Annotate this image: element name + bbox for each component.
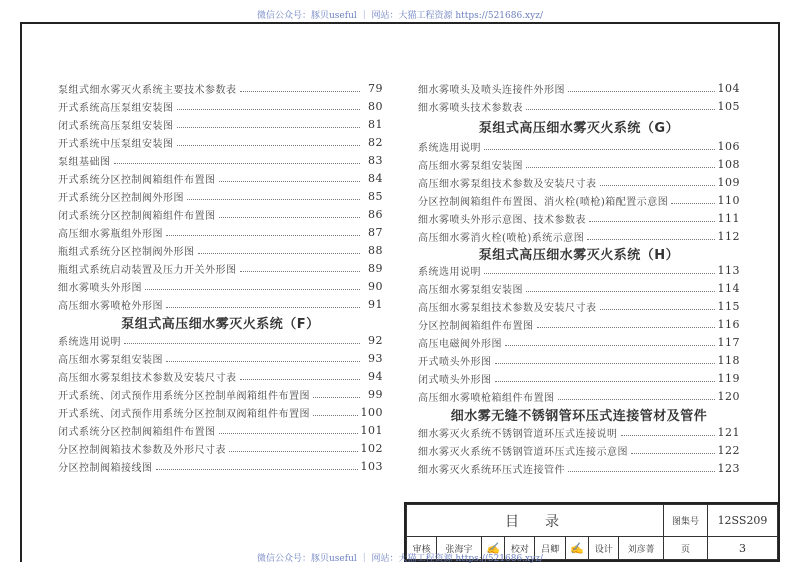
toc-entry-title: 开式系统分区控制阀箱组件布置图	[58, 174, 216, 186]
toc-left-column	[58, 79, 383, 475]
toc-entry-page: 84	[368, 171, 383, 185]
toc-entry-title: 泵组基础图	[58, 156, 111, 168]
toc-entry	[58, 169, 383, 187]
watermark-bottom: 微信公众号：豚贝useful ｜ 网站：大猫工程资源 https://521686.xyz/	[257, 554, 543, 564]
dot-leader	[177, 127, 361, 128]
toc-entry-title: 分区控制阀箱组件布置图、消火栓(喷枪)箱配置示意图	[418, 196, 669, 208]
toc-entry	[58, 277, 383, 295]
dot-leader	[166, 235, 360, 236]
atlas-label: 图集号	[664, 505, 708, 537]
toc-entry-page: 123	[717, 461, 740, 475]
toc-entry	[58, 457, 383, 475]
dot-leader	[240, 379, 361, 380]
toc-entry	[58, 385, 383, 403]
toc-entry-title: 高压电磁阀外形图	[418, 338, 502, 350]
toc-entry	[58, 349, 383, 367]
checker-name: 吕卿	[535, 537, 565, 560]
toc-entry-page: 105	[717, 99, 740, 113]
toc-entry	[418, 459, 740, 477]
dot-leader	[589, 221, 715, 222]
dot-leader	[484, 273, 715, 274]
toc-entry-title: 细水雾灭火系统环压式连接管件	[418, 464, 565, 476]
toc-entry	[418, 441, 740, 459]
toc-entry	[58, 367, 383, 385]
toc-entry-title: 开式系统高压泵组安装图	[58, 102, 174, 114]
toc-entry-title: 系统选用说明	[58, 336, 121, 348]
toc-entry	[418, 209, 740, 227]
toc-entry	[418, 191, 740, 209]
toc-entry-title: 细水雾灭火系统不锈钢管道环压式连接示意图	[418, 446, 628, 458]
toc-entry-page: 81	[368, 117, 383, 131]
toc-entry	[418, 351, 740, 369]
toc-entry-page: 110	[717, 193, 740, 207]
toc-entry-title: 高压细水雾消火栓(喷枪)系统示意图	[418, 232, 585, 244]
toc-entry-title: 细水雾灭火系统不锈钢管道环压式连接说明	[418, 428, 618, 440]
toc-entry	[58, 115, 383, 133]
dot-leader	[156, 469, 358, 470]
dot-leader	[187, 199, 360, 200]
dot-leader	[166, 307, 360, 308]
section-heading: 细水雾无缝不锈钢管环压式连接管材及管件	[450, 408, 708, 424]
toc-entry-title: 高压细水雾喷枪外形图	[58, 300, 163, 312]
toc-entry-title: 开式系统、闭式预作用系统分区控制双阀箱组件布置图	[58, 408, 310, 420]
toc-entry	[58, 205, 383, 223]
toc-entry-title: 高压细水雾泵组安装图	[418, 284, 523, 296]
toc-entry	[418, 387, 740, 405]
toc-entry-title: 高压细水雾瓶组外形图	[58, 228, 163, 240]
toc-entry	[418, 369, 740, 387]
toc-entry-page: 111	[717, 211, 740, 225]
toc-entry-page: 93	[368, 351, 383, 365]
toc-entry-page: 79	[368, 81, 383, 95]
toc-entry-page: 119	[717, 371, 740, 385]
dot-leader	[219, 217, 361, 218]
dot-leader	[587, 239, 714, 240]
dot-leader	[177, 109, 361, 110]
designer-name: 刘彦菁	[619, 537, 664, 560]
sheet-title: 目 录	[407, 505, 664, 537]
toc-entry-page: 115	[717, 299, 740, 313]
toc-entry	[58, 97, 383, 115]
toc-entry	[418, 279, 740, 297]
dot-leader	[495, 363, 715, 364]
dot-leader	[124, 343, 360, 344]
toc-entry-page: 85	[368, 189, 383, 203]
toc-entry-title: 开式系统中压泵组安装图	[58, 138, 174, 150]
toc-entry-title: 系统选用说明	[418, 266, 481, 278]
toc-entry-title: 瓶组式系统启动装置及压力开关外形图	[58, 264, 237, 276]
toc-entry-title: 闭式喷头外形图	[418, 374, 492, 386]
page-number: 3	[708, 537, 778, 560]
toc-entry	[58, 223, 383, 241]
dot-leader	[600, 309, 715, 310]
toc-entry	[418, 79, 740, 97]
toc-entry	[418, 333, 740, 351]
toc-entry-page: 116	[717, 317, 740, 331]
toc-entry	[58, 331, 383, 349]
toc-entry	[418, 227, 740, 245]
toc-entry	[418, 261, 740, 279]
check-label: 校对	[505, 537, 535, 560]
reviewer-signature: ✍	[481, 537, 504, 560]
dot-leader	[537, 327, 715, 328]
toc-entry-page: 101	[360, 423, 383, 437]
toc-entry-page: 122	[717, 443, 740, 457]
dot-leader	[145, 289, 360, 290]
toc-entry	[58, 259, 383, 277]
toc-entry-page: 109	[717, 175, 740, 189]
toc-entry-page: 99	[368, 387, 383, 401]
toc-entry	[58, 295, 383, 313]
dot-leader	[229, 451, 358, 452]
toc-entry-page: 113	[717, 263, 740, 277]
toc-entry-title: 高压细水雾泵组安装图	[418, 160, 523, 172]
toc-entry-page: 94	[368, 369, 383, 383]
toc-entry-title: 分区控制阀箱组件布置图	[418, 320, 534, 332]
toc-right-column	[418, 79, 740, 477]
toc-entry-title: 细水雾喷头及喷头连接件外形图	[418, 84, 565, 96]
toc-entry-title: 分区控制阀箱接线图	[58, 462, 153, 474]
dot-leader	[526, 167, 715, 168]
dot-leader	[568, 471, 715, 472]
toc-entry-page: 91	[368, 297, 383, 311]
toc-entry-title: 开式系统分区控制阀外形图	[58, 192, 184, 204]
dot-leader	[568, 91, 715, 92]
section-heading: 泵组式高压细水雾灭火系统（G）	[478, 120, 680, 136]
toc-entry-page: 106	[717, 139, 740, 153]
toc-entry-page: 112	[717, 229, 740, 243]
toc-entry	[58, 439, 383, 457]
dot-leader	[558, 399, 715, 400]
toc-entry-title: 系统选用说明	[418, 142, 481, 154]
toc-entry-page: 102	[360, 441, 383, 455]
toc-entry-title: 分区控制阀箱技术参数及外形尺寸表	[58, 444, 226, 456]
toc-entry-title: 细水雾喷头外形图	[58, 282, 142, 294]
dot-leader	[495, 381, 715, 382]
toc-entry-page: 86	[368, 207, 383, 221]
toc-entry	[418, 173, 740, 191]
dot-leader	[621, 435, 715, 436]
dot-leader	[631, 453, 715, 454]
design-label: 设计	[589, 537, 619, 560]
dot-leader	[484, 149, 715, 150]
toc-entry-page: 114	[717, 281, 740, 295]
toc-entry	[58, 421, 383, 439]
toc-entry-page: 118	[717, 353, 740, 367]
toc-entry	[418, 297, 740, 315]
toc-entry-page: 121	[717, 425, 740, 439]
toc-entry-title: 瓶组式系统分区控制阀外形图	[58, 246, 195, 258]
toc-entry	[58, 151, 383, 169]
section-heading: 泵组式高压细水雾灭火系统（H）	[478, 247, 680, 263]
dot-leader	[219, 433, 358, 434]
toc-entry	[58, 187, 383, 205]
toc-entry-page: 104	[717, 81, 740, 95]
toc-entry-page: 82	[368, 135, 383, 149]
toc-entry	[418, 155, 740, 173]
toc-entry-page: 117	[717, 335, 740, 349]
faint-mark	[44, 500, 52, 511]
dot-leader	[526, 291, 715, 292]
reviewer-name: 张海宇	[437, 537, 482, 560]
toc-entry-page: 90	[368, 279, 383, 293]
dot-leader	[526, 109, 715, 110]
toc-entry-page: 100	[360, 405, 383, 419]
toc-entry-page: 108	[717, 157, 740, 171]
dot-leader	[177, 145, 361, 146]
dot-leader	[313, 397, 360, 398]
toc-entry	[58, 79, 383, 97]
toc-entry-page: 120	[717, 389, 740, 403]
toc-entry-page: 92	[368, 333, 383, 347]
review-label: 审核	[407, 537, 437, 560]
toc-entry-title: 高压细水雾泵组安装图	[58, 354, 163, 366]
watermark-top: 微信公众号：豚贝useful ｜ 网站：大猫工程资源 https://521686.xyz/	[257, 11, 543, 21]
toc-entry-title: 细水雾喷头技术参数表	[418, 102, 523, 114]
toc-entry-page: 88	[368, 243, 383, 257]
toc-entry-title: 细水雾喷头外形示意图、技术参数表	[418, 214, 586, 226]
toc-entry-title: 闭式系统分区控制阀箱组件布置图	[58, 210, 216, 222]
toc-entry-page: 87	[368, 225, 383, 239]
toc-entry-page: 89	[368, 261, 383, 275]
dot-leader	[313, 415, 358, 416]
toc-entry-title: 开式系统、闭式预作用系统分区控制单阀箱组件布置图	[58, 390, 310, 402]
toc-entry-title: 高压细水雾喷枪箱组件布置图	[418, 392, 555, 404]
toc-entry-page: 83	[368, 153, 383, 167]
atlas-number: 12SS209	[708, 505, 778, 537]
dot-leader	[166, 361, 360, 362]
toc-entry-title: 高压细水雾泵组技术参数及安装尺寸表	[418, 178, 597, 190]
toc-entry	[418, 315, 740, 333]
dot-leader	[114, 163, 361, 164]
dot-leader	[671, 203, 714, 204]
toc-entry-title: 泵组式细水雾灭火系统主要技术参数表	[58, 84, 237, 96]
dot-leader	[505, 345, 715, 346]
toc-entry	[58, 241, 383, 259]
toc-entry-title: 高压细水雾泵组技术参数及安装尺寸表	[58, 372, 237, 384]
toc-entry-title: 开式喷头外形图	[418, 356, 492, 368]
toc-entry-title: 闭式系统分区控制阀箱组件布置图	[58, 426, 216, 438]
toc-entry	[418, 423, 740, 441]
toc-entry-title: 闭式系统高压泵组安装图	[58, 120, 174, 132]
toc-entry	[418, 97, 740, 115]
page-label: 页	[664, 537, 708, 560]
dot-leader	[600, 185, 715, 186]
section-heading: 泵组式高压细水雾灭火系统（F）	[121, 316, 320, 332]
toc-entry	[58, 133, 383, 151]
toc-entry-page: 80	[368, 99, 383, 113]
toc-entry	[418, 137, 740, 155]
toc-entry	[58, 403, 383, 421]
toc-entry-page: 103	[360, 459, 383, 473]
dot-leader	[240, 91, 361, 92]
dot-leader	[240, 271, 361, 272]
checker-signature: ✍	[565, 537, 588, 560]
dot-leader	[219, 181, 361, 182]
dot-leader	[198, 253, 361, 254]
toc-entry-title: 高压细水雾泵组技术参数及安装尺寸表	[418, 302, 597, 314]
